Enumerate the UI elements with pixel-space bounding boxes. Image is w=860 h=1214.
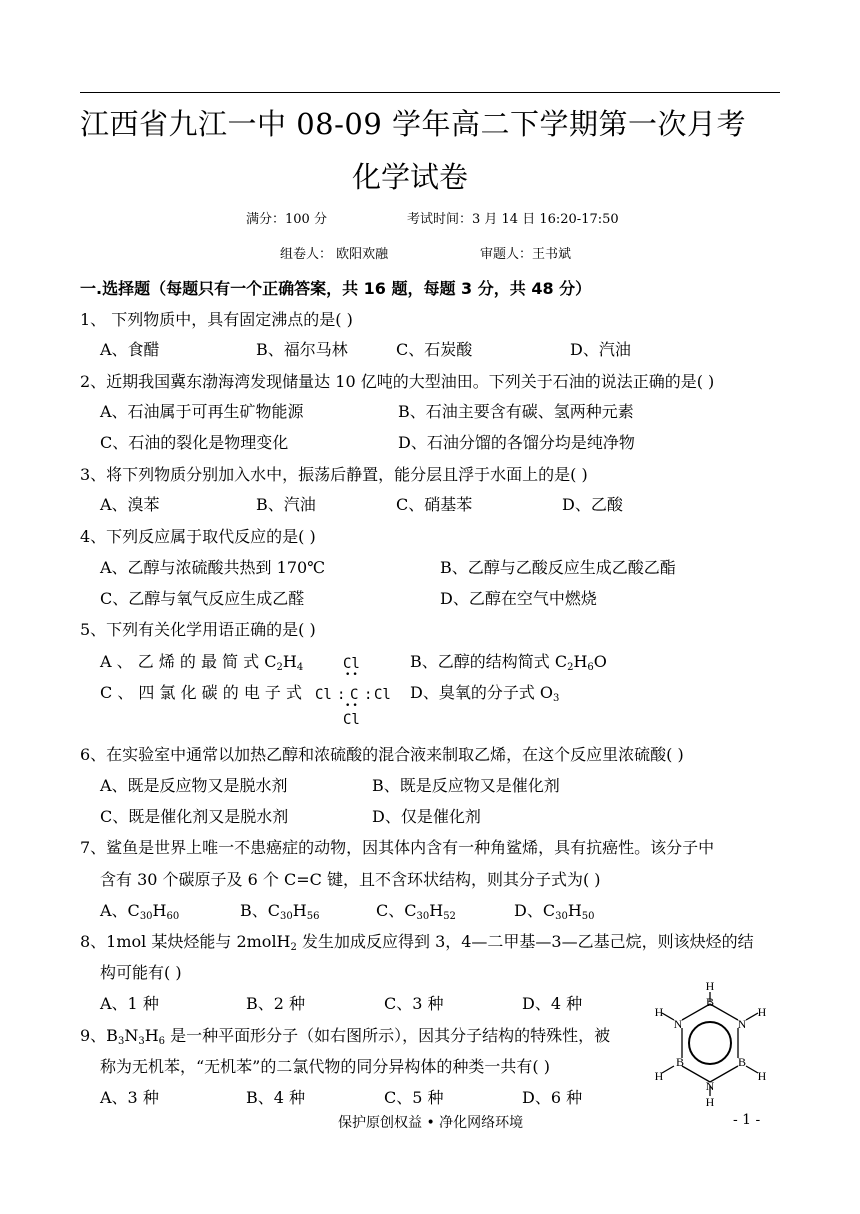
q3-option-c: C、硝基苯 [396, 495, 473, 514]
q5-option-d: D、臭氧的分子式 $O_3$ [410, 683, 560, 704]
borazine-structure-diagram [650, 982, 770, 1106]
lewis-dots-bottom: •• [345, 701, 360, 711]
q7-stem-line2: 含有 30 个碳原子及 6 个 C=C 键，且不含环状结构，则其分子式为( ) [100, 870, 601, 889]
q6-option-a: A、既是反应物又是脱水剂 [100, 776, 288, 795]
q6-option-d: D、仅是催化剂 [372, 807, 481, 826]
q1-option-c: C、石炭酸 [396, 340, 473, 359]
q4-stem: 4、下列反应属于取代反应的是( ) [80, 527, 316, 546]
q5-stem: 5、下列有关化学用语正确的是( ) [80, 620, 316, 639]
q7-option-b: B、$C_{30}H_{56}$ [240, 901, 320, 922]
q2-option-c: C、石油的裂化是物理变化 [100, 433, 289, 452]
q8-option-d: D、4 种 [522, 994, 583, 1013]
atom-b-top: B [705, 995, 715, 1009]
q9-option-b: B、4 种 [246, 1088, 306, 1107]
q8-option-c: C、3 种 [384, 994, 444, 1013]
q1-option-b: B、福尔马林 [256, 340, 348, 359]
q6-option-b: B、既是反应物又是催化剂 [372, 776, 560, 795]
q4-option-a: A、乙醇与浓硫酸共热到 170℃ [100, 558, 326, 577]
atom-n-bottom: N [705, 1079, 715, 1093]
lewis-dots-left: : [337, 687, 346, 703]
atom-b-left-bottom: B [675, 1055, 685, 1069]
lewis-bottom-cl: Cl [343, 712, 360, 728]
q7-option-d: D、$C_{30}H_{50}$ [514, 901, 595, 922]
q7-option-c: C、$C_{30}H_{52}$ [376, 901, 456, 922]
reviewer: 审题人：王书斌 [480, 247, 572, 262]
q2-option-b: B、石油主要含有碳、氢两种元素 [398, 402, 634, 421]
q4-option-c: C、乙醇与氧气反应生成乙醛 [100, 589, 305, 608]
q9-option-c: C、5 种 [384, 1088, 444, 1107]
q9-stem-line2: 称为无机苯，“无机苯”的二氯代物的同分异构体的种类一共有( ) [100, 1057, 550, 1076]
footer-text: 保护原创权益 • 净化网络环境 [338, 1115, 524, 1131]
atom-n-right-top: N [737, 1017, 747, 1031]
lewis-dots-top: •• [345, 670, 360, 680]
lewis-top-cl: Cl [343, 656, 360, 672]
q3-option-b: B、汽油 [256, 495, 316, 514]
q3-option-d: D、乙酸 [562, 495, 623, 514]
q1-option-d: D、汽油 [570, 340, 631, 359]
composer: 组卷人： 欧阳欢融 [280, 247, 389, 262]
page-number: - 1 - [733, 1112, 761, 1128]
q5-option-b: B、乙醇的结构简式 $C_2H_6O$ [410, 652, 607, 673]
lewis-right-cl: Cl [374, 687, 391, 703]
q5-option-a: A 、 乙 烯 的 最 简 式 $C_2H_4$ [100, 652, 304, 673]
q8-stem-line1: 8、1mol 某炔烃能与 2molH$_2$ 发生加成反应得到 3，4—二甲基—3—乙基己烷，则该炔烃的结 [80, 932, 754, 953]
q8-stem-line2: 构可能有( ) [100, 963, 182, 982]
q1-stem: 1、 下列物质中，具有固定沸点的是( ) [80, 310, 353, 329]
q4-option-b: B、乙醇与乙酸反应生成乙酸乙酯 [440, 558, 676, 577]
q3-stem: 3、将下列物质分别加入水中，振荡后静置，能分层且浮于水面上的是( ) [80, 465, 588, 484]
q3-option-a: A、溴苯 [100, 495, 160, 514]
q7-option-a: A、$C_{30}H_{60}$ [100, 901, 180, 922]
q8-option-a: A、1 种 [100, 994, 159, 1013]
atom-b-right-bottom: B [737, 1055, 747, 1069]
q5-option-c: C 、 四 氯 化 碳 的 电 子 式 [100, 683, 303, 702]
q2-stem: 2、近期我国冀东渤海湾发现储量达 10 亿吨的大型油田。下列关于石油的说法正确的是( ) [80, 372, 715, 391]
atom-h-left-top: H [654, 1005, 664, 1019]
atom-n-left-top: N [673, 1017, 683, 1031]
atom-h-right-bottom: H [757, 1069, 767, 1083]
atom-h-left-bottom: H [654, 1069, 664, 1083]
atom-h-bottom: H [705, 1095, 715, 1106]
exam-time: 考试时间：3 月 14 日 16:20-17:50 [407, 212, 619, 227]
lewis-center-c: C [350, 687, 359, 703]
q8-option-b: B、2 种 [246, 994, 306, 1013]
q6-option-c: C、既是催化剂又是脱水剂 [100, 807, 289, 826]
lewis-left-cl: Cl [315, 687, 332, 703]
exam-subtitle: 化学试卷 [351, 160, 468, 194]
atom-h-top: H [705, 982, 715, 993]
q9-option-d: D、6 种 [522, 1088, 583, 1107]
atom-h-right-top: H [757, 1005, 767, 1019]
ccl4-electron-formula [312, 656, 396, 728]
q1-option-a: A、食醋 [100, 340, 160, 359]
q2-option-a: A、石油属于可再生矿物能源 [100, 402, 304, 421]
full-score: 满分：100 分 [246, 212, 327, 227]
q2-option-d: D、石油分馏的各馏分均是纯净物 [398, 433, 635, 452]
header-rule [80, 92, 780, 93]
q7-stem-line1: 7、鲨鱼是世界上唯一不患癌症的动物，因其体内含有一种角鲨烯，具有抗癌性。该分子中 [80, 838, 715, 857]
section-heading: 一.选择题（每题只有一个正确答案，共 16 题，每题 3 分，共 48 分） [80, 279, 592, 298]
q6-stem: 6、在实验室中通常以加热乙醇和浓硫酸的混合液来制取乙烯，在这个反应里浓硫酸( ) [80, 745, 684, 764]
exam-title: 江西省九江一中 08-09 学年高二下学期第一次月考 [80, 107, 747, 141]
q9-option-a: A、3 种 [100, 1088, 159, 1107]
lewis-dots-right: : [364, 687, 373, 703]
q9-stem-line1: 9、$B_3N_3H_6$ 是一种平面形分子（如右图所示），因其分子结构的特殊性，被 [80, 1026, 611, 1047]
q4-option-d: D、乙醇在空气中燃烧 [440, 589, 597, 608]
